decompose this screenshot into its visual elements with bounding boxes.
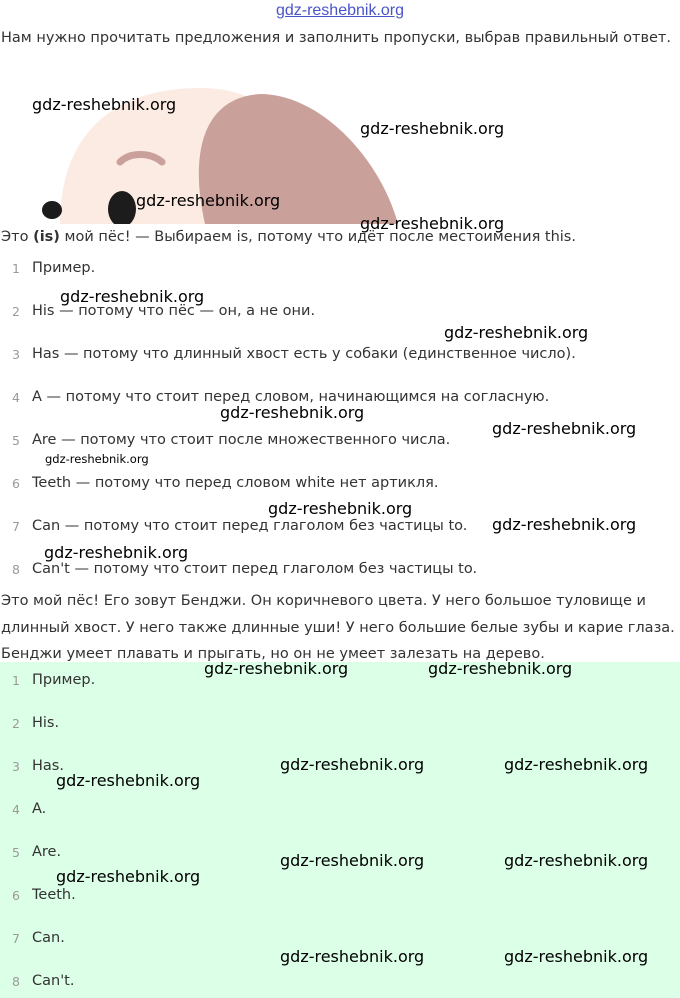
answer-item (0, 927, 65, 949)
watermark: gdz-reshebnik.org (444, 323, 589, 342)
example-sentence: Это (is) мой пёс! — Выбираем is, потому что идёт после местоимения this. (1, 229, 576, 245)
watermark: gdz-reshebnik.org (220, 403, 365, 422)
item-number: 2 (12, 303, 20, 319)
answer-item (0, 669, 95, 691)
item-text: Can. (32, 930, 65, 946)
item-number: 8 (12, 561, 20, 577)
watermark: gdz-reshebnik.org (56, 771, 201, 790)
item-number: 8 (12, 973, 20, 989)
watermark: gdz-reshebnik.org (136, 191, 281, 210)
list-item (0, 257, 95, 279)
watermark: gdz-reshebnik.org (280, 755, 425, 774)
answer-item (0, 798, 46, 820)
item-text: Can't — потому что стоит перед глаголом без частицы to. (32, 561, 478, 577)
item-text: Teeth — потому что перед словом white нет артикля. (32, 475, 439, 491)
item-text: Are — потому что стоит после множественного числа. (32, 432, 451, 448)
item-number: 2 (12, 715, 20, 731)
site-link[interactable]: gdz-reshebnik.org (275, 2, 405, 19)
answer-item (0, 884, 76, 906)
item-number: 5 (12, 844, 20, 860)
item-text: His — потому что пёс — он, а не они. (32, 303, 316, 319)
item-text: Can — потому что стоит перед глаголом без частицы to. (32, 518, 468, 534)
answer-item (0, 755, 64, 777)
item-text: Can't. (32, 973, 75, 989)
item-number: 7 (12, 518, 20, 534)
watermark: gdz-reshebnik.org (45, 452, 149, 466)
watermark: gdz-reshebnik.org (360, 119, 505, 138)
item-text: Has. (32, 758, 64, 774)
watermark: gdz-reshebnik.org (360, 214, 505, 233)
item-text: Teeth. (32, 887, 76, 903)
watermark: gdz-reshebnik.org (504, 851, 649, 870)
watermark: gdz-reshebnik.org (44, 543, 189, 562)
item-number: 6 (12, 887, 20, 903)
answer-item (0, 970, 74, 992)
item-text: Are. (32, 844, 62, 860)
watermark: gdz-reshebnik.org (428, 659, 573, 678)
item-number: 3 (12, 758, 20, 774)
item-number: 4 (12, 389, 20, 405)
item-number: 3 (12, 346, 20, 362)
item-number: 7 (12, 930, 20, 946)
watermark: gdz-reshebnik.org (32, 95, 177, 114)
item-text: Пример. (32, 672, 96, 688)
item-number: 1 (12, 260, 20, 276)
watermark: gdz-reshebnik.org (60, 287, 205, 306)
watermark: gdz-reshebnik.org (504, 755, 649, 774)
watermark: gdz-reshebnik.org (280, 947, 425, 966)
watermark: gdz-reshebnik.org (280, 851, 425, 870)
item-text: His. (32, 715, 60, 731)
story-paragraph: Это мой пёс! Его зовут Бенджи. Он коричневого цвета. У него большое туловище и длинный хвост. У него также длинные уши! У него большие белые зубы и карие глаза. Бенджи умеет плавать и прыгать, но он не умеет залезать на дерево. (1, 593, 675, 662)
item-number: 1 (12, 672, 20, 688)
answer-item (0, 712, 59, 734)
item-text: A — потому что стоит перед словом, начинающимся на согласную. (32, 389, 550, 405)
watermark: gdz-reshebnik.org (492, 515, 637, 534)
watermark: gdz-reshebnik.org (204, 659, 349, 678)
item-text: Has — потому что длинный хвост есть у собаки (единственное число). (32, 346, 576, 362)
watermark: gdz-reshebnik.org (504, 947, 649, 966)
item-number: 4 (12, 801, 20, 817)
list-item (0, 343, 576, 365)
item-text: A. (32, 801, 47, 817)
list-item (0, 429, 450, 451)
answer-item (0, 841, 61, 863)
list-item (0, 515, 467, 537)
list-item (0, 472, 438, 494)
intro-text: Нам нужно прочитать предложения и заполнить пропуски, выбрав правильный ответ. (1, 30, 671, 46)
watermark: gdz-reshebnik.org (268, 499, 413, 518)
watermark: gdz-reshebnik.org (56, 867, 201, 886)
watermark: gdz-reshebnik.org (492, 419, 637, 438)
item-text: Пример. (32, 260, 96, 276)
item-number: 5 (12, 432, 20, 448)
item-number: 6 (12, 475, 20, 491)
dog-nose (42, 201, 62, 219)
